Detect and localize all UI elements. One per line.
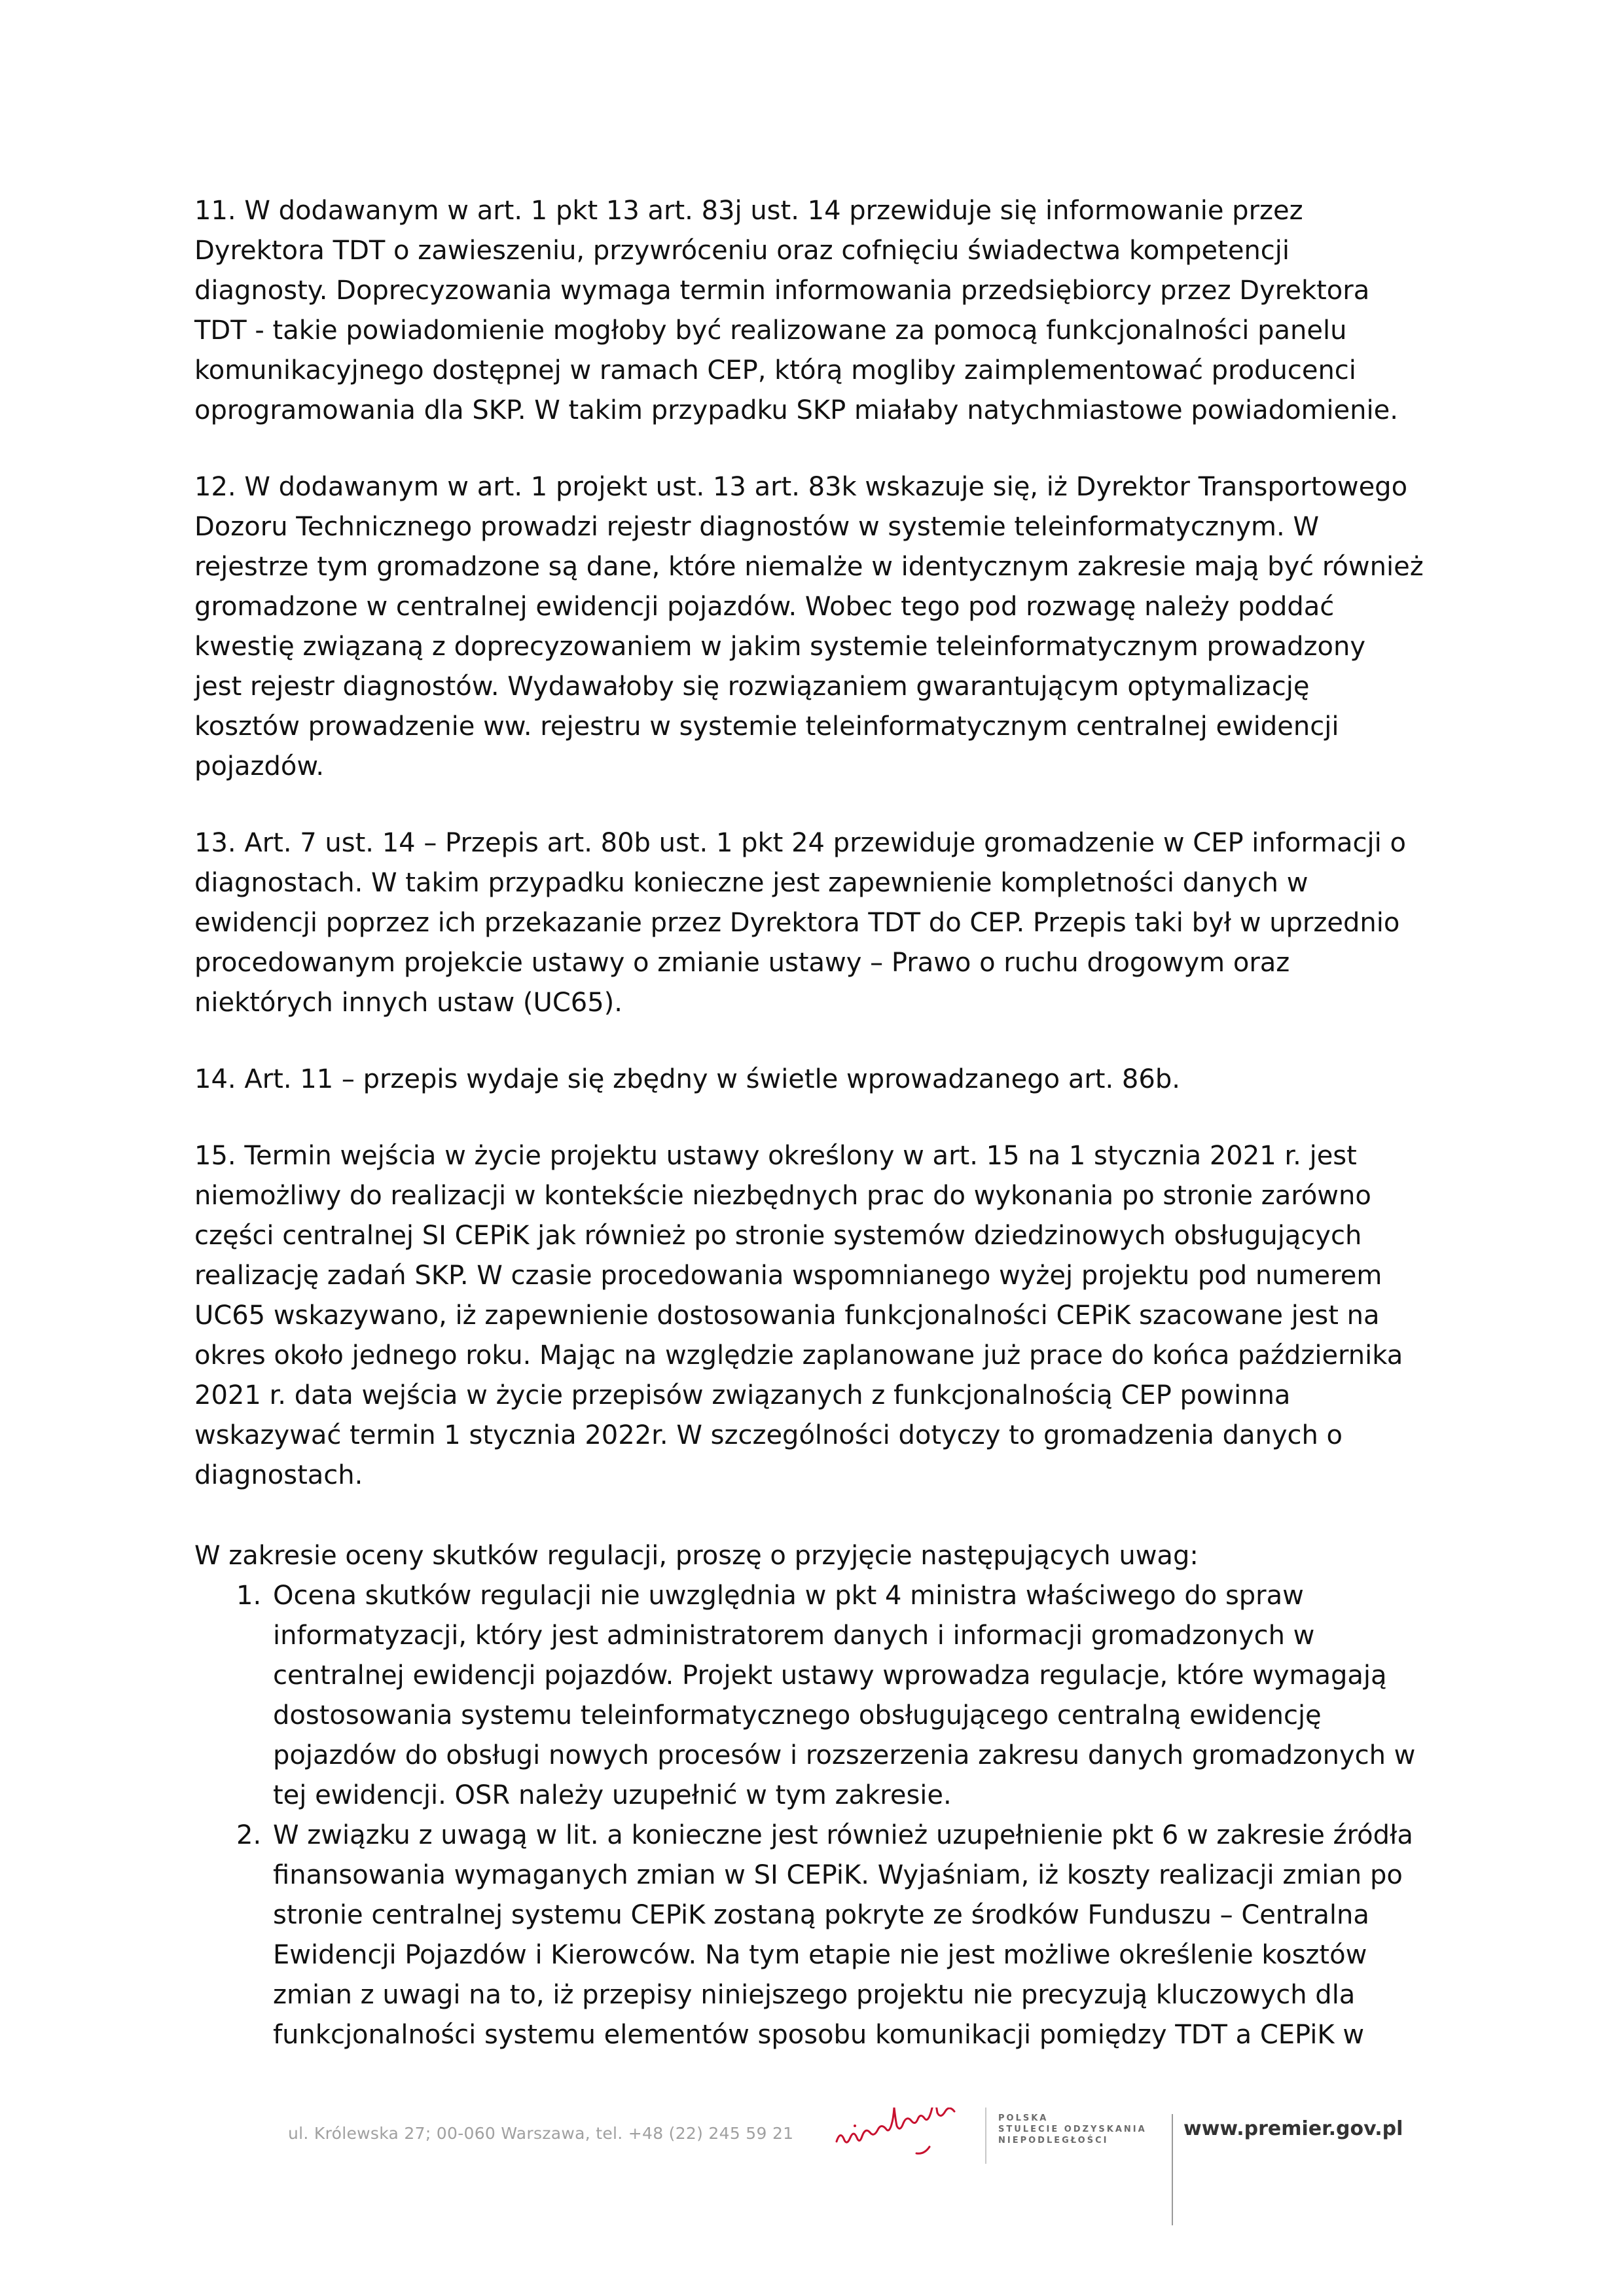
text-line: 13. Art. 7 ust. 14 – Przepis art. 80b ust. 1 pkt 24 przewiduje gromadzenie w CEP informacji o xyxy=(194,828,1406,858)
text-line: tej ewidencji. OSR należy uzupełnić w tym zakresie. xyxy=(273,1780,952,1810)
text-line: realizację zadań SKP. W czasie procedowania wspomnianego wyżej projektu pod numerem xyxy=(194,1261,1382,1291)
text-line: niemożliwy do realizacji w kontekście niezbędnych prac do wykonania po stronie zarówno xyxy=(194,1181,1371,1211)
tagline-line: POLSKA xyxy=(998,2113,1049,2123)
text-line: kosztów prowadzenie ww. rejestru w systemie teleinformatycznym centralnej ewidencji xyxy=(194,711,1339,742)
tagline-line: NIEPODLEGŁOŚCI xyxy=(998,2136,1109,2145)
osr-list-item xyxy=(194,1816,1438,2055)
text-line: komunikacyjnego dostępnej w ramach CEP, którą mogliby zaimplementować producenci xyxy=(194,355,1356,386)
text-line: TDT - takie powiadomienie mogłoby być realizowane za pomocą funkcjonalności panelu xyxy=(194,315,1347,346)
text-line: stronie centralnej systemu CEPiK zostaną pokryte ze środków Funduszu – Centralna xyxy=(273,1900,1369,1930)
text-line: pojazdów do obsługi nowych procesów i rozszerzenia zakresu danych gromadzonych w xyxy=(273,1740,1416,1770)
footer-website-link[interactable]: www.premier.gov.pl xyxy=(1183,2117,1403,2140)
niepodlegla-logo-icon xyxy=(831,2108,988,2160)
footer-address: ul. Królewska 27; 00-060 Warszawa, tel. +48 (22) 245 59 21 xyxy=(288,2124,794,2143)
paragraph-15 xyxy=(194,1136,1438,1496)
footer-divider xyxy=(985,2108,986,2164)
footer-tagline xyxy=(998,2113,1147,2146)
text-line: kwestię związaną z doprecyzowaniem w jakim systemie teleinformatycznym prowadzony xyxy=(194,632,1366,662)
text-line: procedowanym projekcie ustawy o zmianie ustawy – Prawo o ruchu drogowym oraz xyxy=(194,948,1290,978)
text-line: Ocena skutków regulacji nie uwzględnia w pkt 4 ministra właściwego do spraw xyxy=(273,1581,1304,1611)
tagline-line: STULECIE ODZYSKANIA xyxy=(998,2125,1147,2134)
paragraph-13 xyxy=(194,823,1438,1023)
footer-divider xyxy=(1172,2114,1173,2225)
list-number: 2. xyxy=(236,1820,262,1850)
text-line: 2021 r. data wejścia w życie przepisów związanych z funkcjonalnością CEP powinna xyxy=(194,1380,1291,1410)
text-line: rejestrze tym gromadzone są dane, które niemalże w identycznym zakresie mają być również xyxy=(194,552,1424,582)
text-line: informatyzacji, który jest administratorem danych i informacji gromadzonych w xyxy=(273,1621,1315,1651)
text-line: W związku z uwagą w lit. a konieczne jest również uzupełnienie pkt 6 w zakresie źródła xyxy=(273,1820,1413,1850)
text-line: okres około jednego roku. Mając na względzie zaplanowane już prace do końca października xyxy=(194,1340,1403,1371)
osr-list xyxy=(194,1576,1438,2055)
text-line: diagnostach. W takim przypadku konieczne jest zapewnienie kompletności danych w xyxy=(194,868,1308,898)
paragraph-14 xyxy=(194,1060,1438,1100)
text-line: jest rejestr diagnostów. Wydawałoby się rozwiązaniem gwarantującym optymalizację xyxy=(194,672,1310,702)
text-line: centralnej ewidencji pojazdów. Projekt ustawy wprowadza regulacje, które wymagają xyxy=(273,1660,1387,1691)
paragraph-12 xyxy=(194,467,1438,787)
text-line: pojazdów. xyxy=(194,751,325,781)
text-line: niektórych innych ustaw (UC65). xyxy=(194,988,623,1018)
text-line: diagnosty. Doprecyzowania wymaga termin informowania przedsiębiorcy przez Dyrektora xyxy=(194,276,1370,306)
text-line: 14. Art. 11 – przepis wydaje się zbędny w świetle wprowadzanego art. 86b. xyxy=(194,1064,1180,1094)
text-line: funkcjonalności systemu elementów sposobu komunikacji pomiędzy TDT a CEPiK w xyxy=(273,2020,1365,2050)
text-line: zmian z uwagi na to, iż przepisy niniejszego projektu nie precyzują kluczowych dla xyxy=(273,1980,1356,2010)
list-number: 1. xyxy=(236,1581,262,1611)
osr-list-item xyxy=(194,1576,1438,1816)
text-line: Dozoru Technicznego prowadzi rejestr diagnostów w systemie teleinformatycznym. W xyxy=(194,512,1319,542)
text-line: 15. Termin wejścia w życie projektu ustawy określony w art. 15 na 1 stycznia 2021 r. jest xyxy=(194,1141,1357,1171)
document-body xyxy=(194,191,1438,2055)
text-line: diagnostach. xyxy=(194,1460,363,1490)
text-line: 12. W dodawanym w art. 1 projekt ust. 13 art. 83k wskazuje się, iż Dyrektor Transportowego xyxy=(194,472,1408,502)
text-line: dostosowania systemu teleinformatycznego obsługującego centralną ewidencję xyxy=(273,1700,1322,1731)
text-line: UC65 wskazywano, iż zapewnienie dostosowania funkcjonalności CEPiK szacowane jest na xyxy=(194,1300,1380,1331)
paragraph-11 xyxy=(194,191,1438,431)
text-line: 11. W dodawanym w art. 1 pkt 13 art. 83j ust. 14 przewiduje się informowanie przez xyxy=(194,196,1303,226)
text-line: oprogramowania dla SKP. W takim przypadku SKP miałaby natychmiastowe powiadomienie. xyxy=(194,395,1398,425)
text-line: części centralnej SI CEPiK jak również po stronie systemów dziedzinowych obsługujących xyxy=(194,1221,1362,1251)
text-line: ewidencji poprzez ich przekazanie przez Dyrektora TDT do CEP. Przepis taki był w uprzednio xyxy=(194,908,1400,938)
text-line: finansowania wymaganych zmian w SI CEPiK. Wyjaśniam, iż koszty realizacji zmian po xyxy=(273,1860,1403,1890)
page-footer xyxy=(0,2088,1624,2258)
text-line: Ewidencji Pojazdów i Kierowców. Na tym etapie nie jest możliwe określenie kosztów xyxy=(273,1940,1367,1970)
text-line: gromadzone w centralnej ewidencji pojazdów. Wobec tego pod rozwagę należy poddać xyxy=(194,592,1335,622)
osr-intro: W zakresie oceny skutków regulacji, proszę o przyjęcie następujących uwag: xyxy=(194,1541,1199,1571)
text-line: Dyrektora TDT o zawieszeniu, przywróceniu oraz cofnięciu świadectwa kompetencji xyxy=(194,236,1290,266)
text-line: wskazywać termin 1 stycznia 2022r. W szczególności dotyczy to gromadzenia danych o xyxy=(194,1420,1343,1450)
